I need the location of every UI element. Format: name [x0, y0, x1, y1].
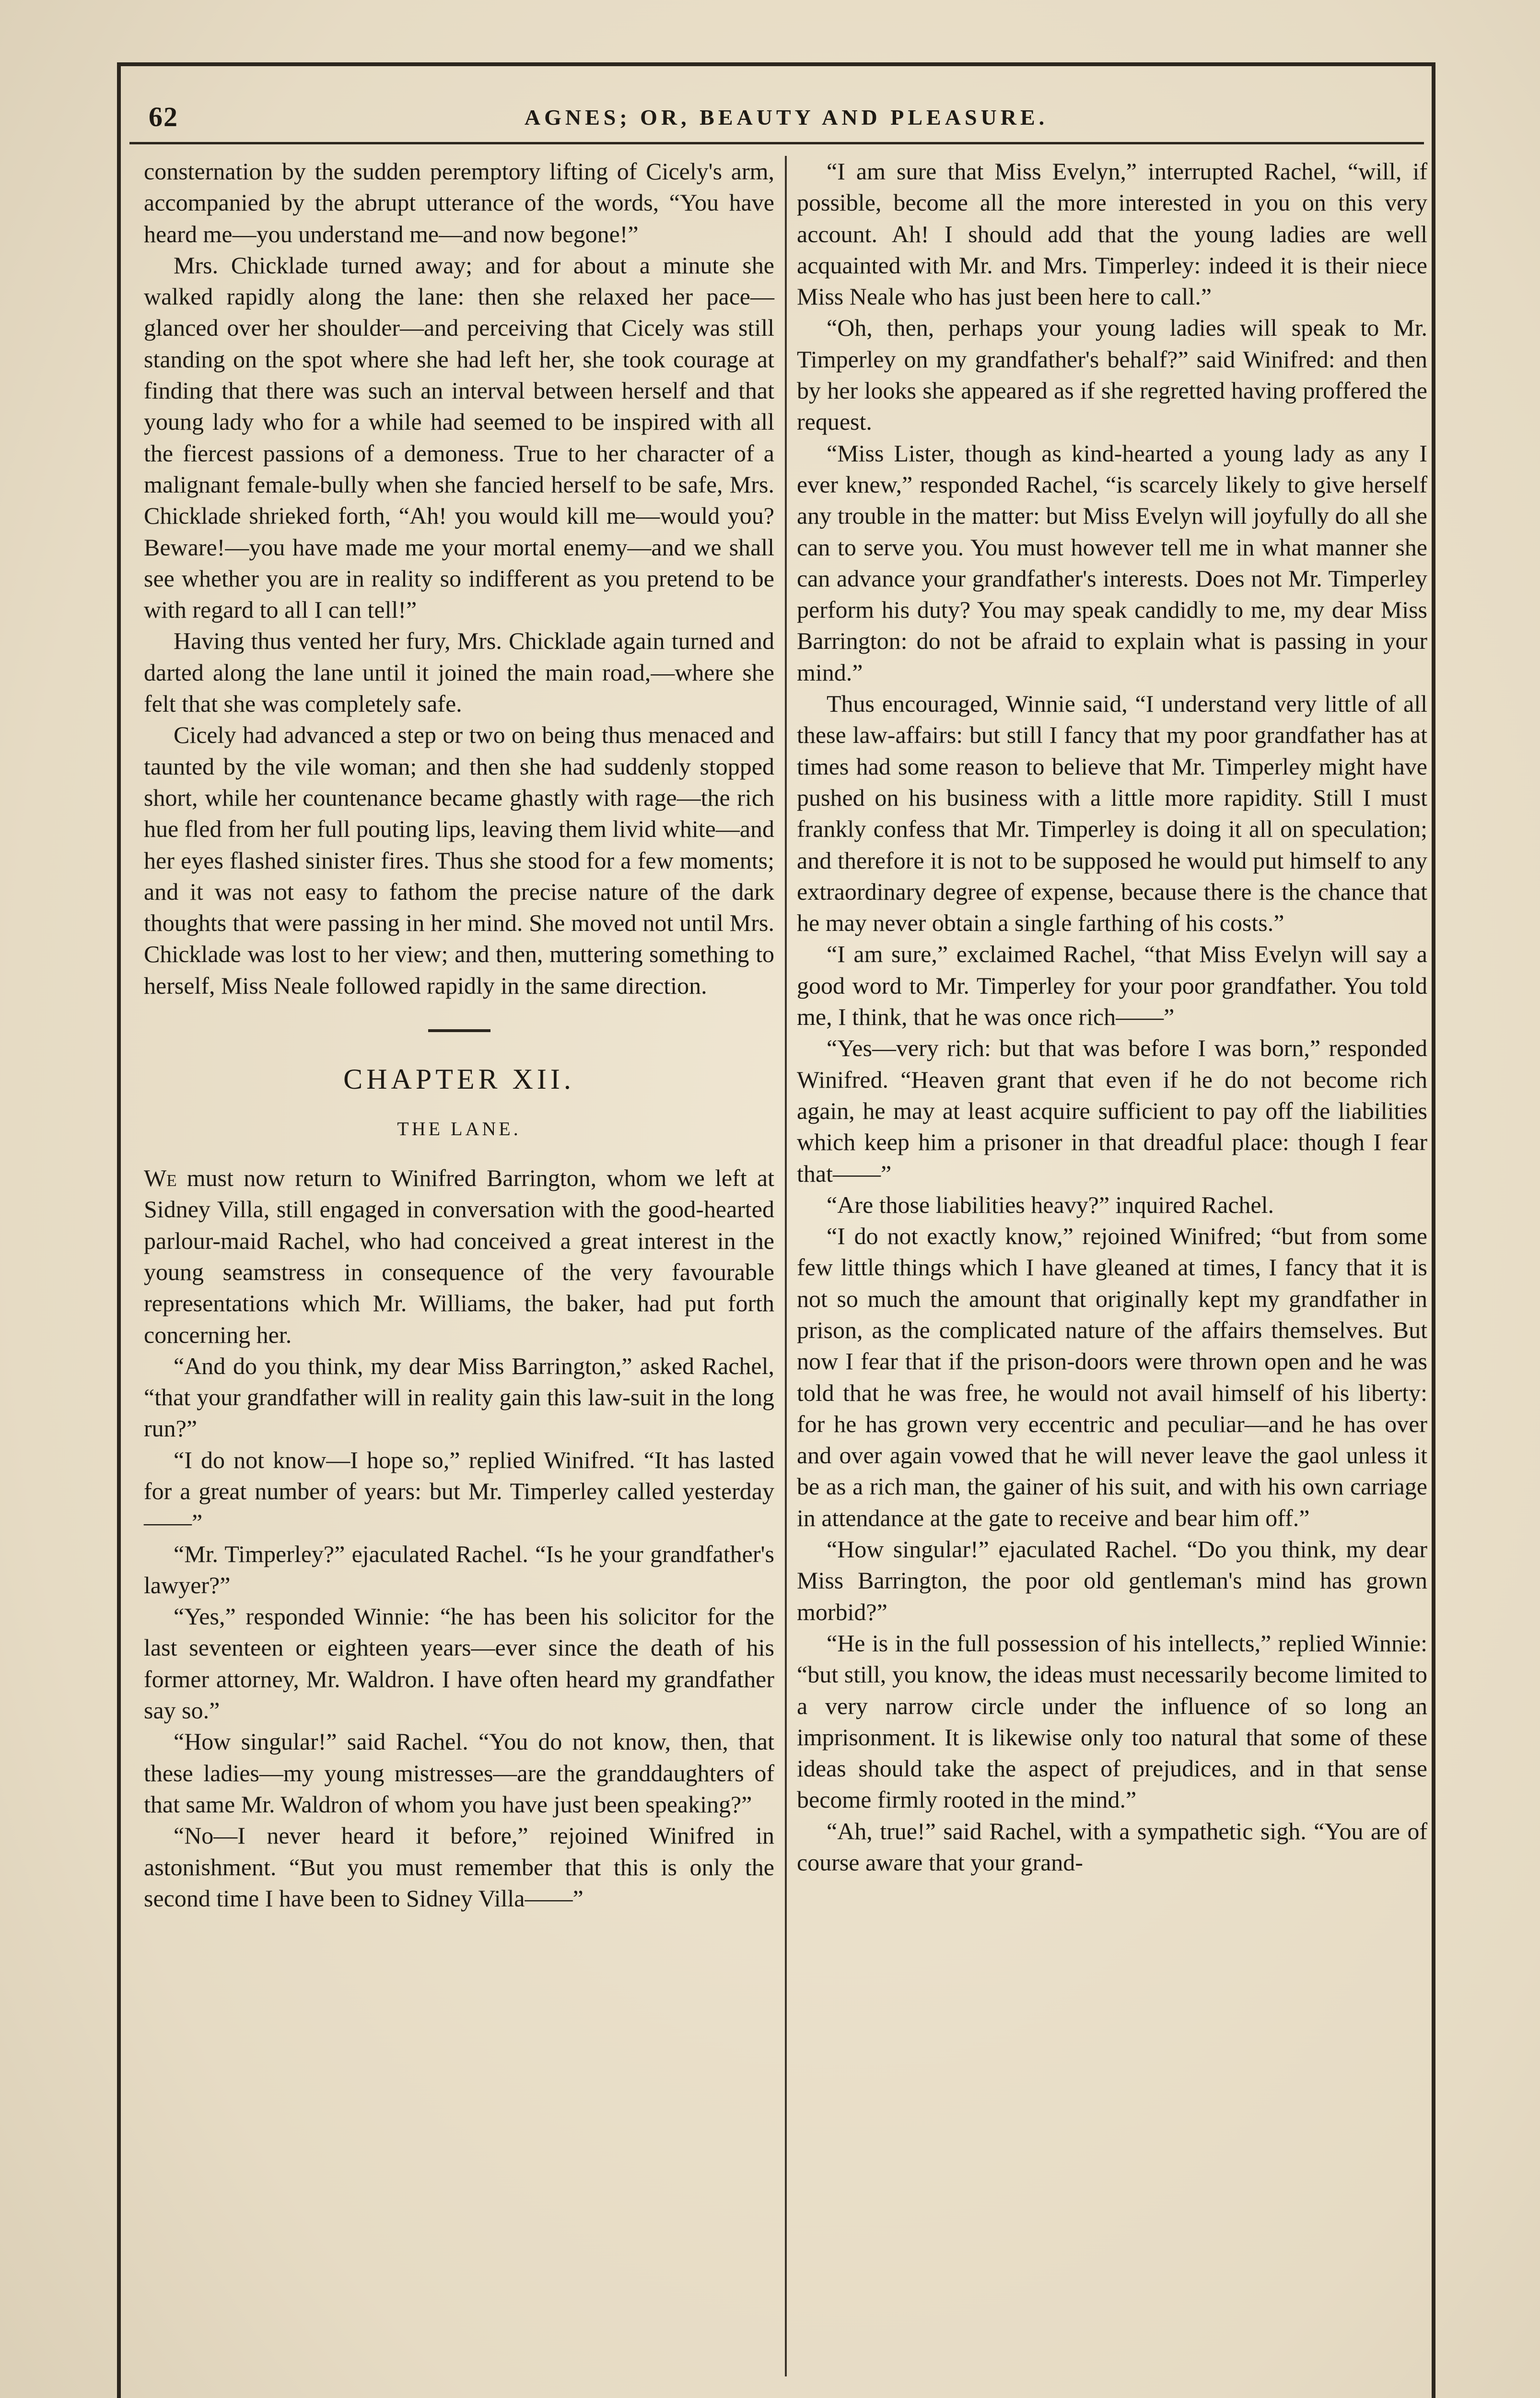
paragraph: “Miss Lister, though as kind-hearted a young lady as any I ever knew,” responded Rachel, “is scarcely likely to give herself any trouble in the matter: but Miss Evelyn will joyfully do all she can to serve you. You must however tell me in what manner she can advance your grandfather's interests. Does not Mr. Timperley perform his duty? You may speak candidly to me, my dear Miss Barrington: do not be afraid to explain what is passing in your mind.” [797, 439, 1427, 686]
paragraph: “I do not exactly know,” rejoined Winifred; “but from some few little things which I have gleaned at times, I fancy that it is not so much the amount that originally kept my grandfather in prison, as the complicated nature of the affairs themselves. But now I fear that if the prison-doors were thrown open and he was told that he was free, he would not avail himself of his liberty: for he has grown very eccentric and peculiar—and he has over and over again vowed that he will never leave the gaol unless it be as a rich man, the gainer of his suit, and with his own carriage in attendance at the gate to receive and bear him off.” [797, 1223, 1427, 1531]
paragraph: “I am sure that Miss Evelyn,” interrupted Rachel, “will, if possible, become all the more interested in you on this very account. Ah! I should add that the young ladies are well acquainted with Mr. and Mrs. Timperley: indeed it is their niece Miss Neale who has just been here to call.” [797, 158, 1427, 310]
header-rule [129, 142, 1424, 144]
chapter-opening-paragraph [144, 1163, 774, 1351]
paragraph: “Ah, true!” said Rachel, with a sympathetic sigh. “You are of course aware that your grand- [797, 1817, 1427, 1876]
paragraph: “No—I never heard it before,” rejoined Winifred in astonishment. “But you must remember that this is only the second time I have been to Sidney Villa——” [144, 1822, 774, 1912]
right-column [797, 156, 1427, 2381]
paragraph: “How singular!” ejaculated Rachel. “Do you think, my dear Miss Barrington, the poor old gentleman's mind has grown morbid?” [797, 1536, 1427, 1625]
paragraph: “I do not know—I hope so,” replied Winifred. “It has lasted for a great number of years: but Mr. Timperley called yesterday——” [144, 1446, 774, 1536]
section-divider [428, 1029, 490, 1032]
column-divider [785, 156, 787, 2376]
paragraph: “Mr. Timperley?” ejaculated Rachel. “Is he your grandfather's lawyer?” [144, 1540, 774, 1599]
paragraph: “Yes,” responded Winnie: “he has been his solicitor for the last seventeen or eighteen years—ever since the death of his former attorney, Mr. Waldron. I have often heard my grandfather say so.” [144, 1603, 774, 1724]
paragraph: Thus encouraged, Winnie said, “I understand very little of all these law-affairs: but still I fancy that my poor grandfather has at times had some reason to believe that Mr. Timperley might have pushed on his business with a little more rapidity. Still I must frankly confess that Mr. Timperley is doing it all on speculation; and therefore it is not to be supposed he would put himself to any extraordinary degree of expense, because there is the chance that he may never obtain a single farthing of his costs.” [797, 690, 1427, 937]
running-title: AGNES; OR, BEAUTY AND PLEASURE. [524, 105, 1049, 129]
paragraph-text: must now return to Winifred Barrington, whom we left at Sidney Villa, still engaged in conversation with the good-hearted parlour-maid Rachel, who had conceived a great interest in the young seamstress in consequence of the very favourable representations which Mr. Williams, the baker, had put forth concerning her. [144, 1164, 774, 1348]
paragraph: “Oh, then, perhaps your young ladies will speak to Mr. Timperley on my grandfather's behalf?” said Winifred: and then by her looks she appeared as if she regretted having proffered the request. [797, 314, 1427, 435]
paragraph: “Are those liabilities heavy?” inquired Rachel. [827, 1191, 1274, 1218]
chapter-title: CHAPTER XII. [343, 1063, 575, 1095]
chapter-subtitle: THE LANE. [397, 1118, 521, 1140]
page-header [144, 96, 1429, 139]
drop-word: We [144, 1164, 177, 1192]
paragraph: Mrs. Chicklade turned away; and for about a minute she walked rapidly along the lane: then she relaxed her pace—glanced over her shoulder—and perceiving that Cicely was still standing on the spot where she had left her, she took courage at finding that there was such an interval between herself and that young lady who for a while had seemed to be inspired with all the fiercest passions of a demoness. True to her character of a malignant female-bully when she fancied herself to be safe, Mrs. Chicklade shrieked forth, “Ah! you would kill me—would you? Beware!—you have made me your mortal enemy—and we shall see whether you are in reality so indifferent as you pretend to be with regard to all I can tell!” [144, 251, 774, 623]
paragraph: Cicely had advanced a step or two on being thus menaced and taunted by the vile woman; and then she had suddenly stopped short, while her countenance became ghastly with rage—the rich hue fled from her full pouting lips, leaving them livid white—and her eyes flashed sinister fires. Thus she stood for a few moments; and it was not easy to fathom the precise nature of the dark thoughts that were passing in her mind. She moved not until Mrs. Chicklade was lost to her view; and then, muttering something to herself, Miss Neale followed rapidly in the same direction. [144, 721, 775, 999]
paragraph: consternation by the sudden peremptory lifting of Cicely's arm, accompanied by the abrupt utterance of the words, “You have heard me—you understand me—and now begone!” [144, 158, 774, 247]
page-number: 62 [149, 101, 178, 132]
paragraph: “How singular!” said Rachel. “You do not know, then, that these ladies—my young mistresses—are the granddaughters of that same Mr. Waldron of whom you have just been speaking?” [144, 1728, 774, 1818]
left-column [144, 156, 774, 2381]
paragraph: “He is in the full possession of his intellects,” replied Winnie: “but still, you know, the ideas must necessarily become limited to a very narrow circle under the influence of so long an imprisonment. It is likewise only too natural that some of these ideas should take the aspect of prejudices, and in that sense become firmly rooted in the mind.” [797, 1629, 1427, 1813]
paragraph: “I am sure,” exclaimed Rachel, “that Miss Evelyn will say a good word to Mr. Timperley for your poor grandfather. You told me, I think, that he was once rich——” [797, 940, 1427, 1031]
paragraph: “And do you think, my dear Miss Barrington,” asked Rachel, “that your grandfather will in reality gain this law-suit in the long run?” [144, 1352, 774, 1442]
paragraph: Having thus vented her fury, Mrs. Chicklade again turned and darted along the lane until it joined the main road,—where she felt that she was completely safe. [144, 627, 774, 717]
paragraph: “Yes—very rich: but that was before I was born,” responded Winifred. “Heaven grant that even if he do not become rich again, he may at least acquire sufficient to pay off the liabilities which keep him a prisoner in that dreadful place: though I fear that——” [797, 1034, 1427, 1187]
